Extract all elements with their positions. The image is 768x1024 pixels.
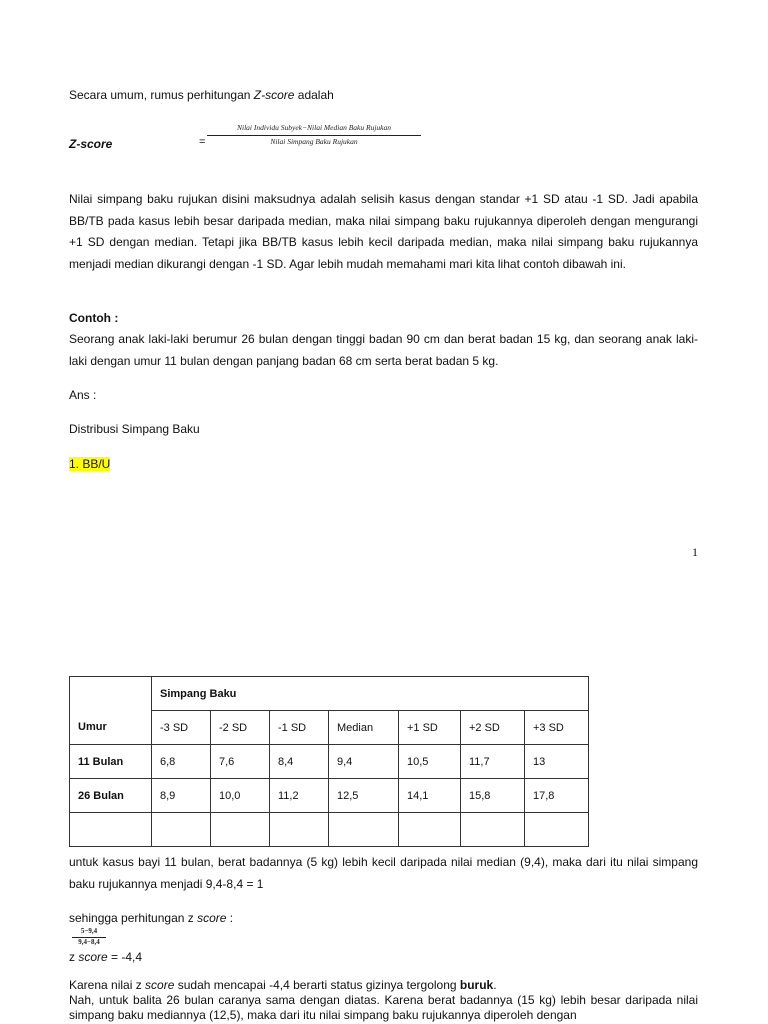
- formula-label: Z-score: [69, 137, 113, 151]
- table-group-header-row: [70, 677, 589, 711]
- calc-result-value: = -4,4: [107, 950, 143, 964]
- explanation-paragraph: Nilai simpang baku rujukan disini maksudnya adalah selisih kasus dengan standar +1 SD atau -1 SD. Jadi apabila BB/TB pada kasus lebih besar daripada median, maka nilai simpang baku rujukannya diperoleh dengan mengurangi +1 SD dengan median. Tetapi jika BB/TB kasus lebih kecil daripada median, maka nilai simpang baku rujukannya menjadi median dikurangi dengan -1 SD. Agar lebih mudah memahami mari kita lihat contoh dibawah ini.: [69, 192, 698, 271]
- table-cell: [461, 813, 525, 847]
- example-paragraph: Seorang anak laki-laki berumur 26 bulan dengan tinggi badan 90 cm dan berat badan 15 kg, dan seorang anak laki-laki dengan umur 11 bulan dengan panjang badan 68 cm serta berat badan 5 kg.: [69, 332, 698, 368]
- intro-text: Secara umum, rumus perhitungan: [69, 88, 254, 102]
- table-column-header: +3 SD: [525, 711, 589, 745]
- calc-numerator: 5−9,4: [80, 927, 98, 935]
- table-cell: [211, 813, 270, 847]
- calc-intro: [69, 911, 233, 925]
- table-cell: 10,0: [211, 779, 270, 813]
- ans-label: Ans :: [69, 388, 97, 402]
- table-row: [70, 779, 589, 813]
- calc-intro-text: sehingga perhitungan z: [69, 911, 198, 925]
- table-cell: [525, 813, 589, 847]
- example-heading: Contoh :: [69, 311, 119, 325]
- table-row-header: Umur: [70, 711, 152, 745]
- conclusion-line: [69, 978, 497, 992]
- table-column-header: -2 SD: [211, 711, 270, 745]
- section-bbu-label: 1. BB/U: [69, 457, 111, 471]
- table-cell: 15,8: [461, 779, 525, 813]
- intro-zscore-term: Z-score: [253, 88, 295, 102]
- table-row-label: 11 Bulan: [70, 745, 152, 779]
- table-cell: 10,5: [399, 745, 461, 779]
- calc-result-text: z: [69, 950, 79, 964]
- table-empty-row: [70, 813, 589, 847]
- table-cell: [329, 813, 399, 847]
- table-cell: [399, 813, 461, 847]
- table-cell: 12,5: [329, 779, 399, 813]
- formula-numerator: Nilai Individu Subyek−Nilai Median Baku Rujukan: [237, 123, 391, 132]
- conclusion-score: score: [145, 978, 175, 992]
- page-number: 1: [692, 545, 698, 559]
- table-row: [70, 745, 589, 779]
- conclusion-text-mid: sudah mencapai -4,4 berarti status gizinya tergolong: [174, 978, 460, 992]
- calc-result: [69, 950, 142, 964]
- conclusion-text: Karena nilai z: [69, 978, 146, 992]
- table-row-label: 26 Bulan: [70, 779, 152, 813]
- table-column-header: +1 SD: [399, 711, 461, 745]
- formula-fraction-bar: [207, 135, 421, 136]
- section-bbu-heading: [69, 457, 110, 471]
- table-column-header: -3 SD: [152, 711, 211, 745]
- table-cell: 11,2: [270, 779, 329, 813]
- calc-result-score: score: [78, 950, 108, 964]
- table-cell: [70, 813, 152, 847]
- table-cell: 17,8: [525, 779, 589, 813]
- calc-intro-end: :: [226, 911, 234, 925]
- table-cell: 8,4: [270, 745, 329, 779]
- table-cell: [152, 813, 211, 847]
- table-column-header-row: [70, 711, 589, 745]
- table-cell: 8,9: [152, 779, 211, 813]
- simpang-baku-table: [69, 676, 589, 847]
- case-26-paragraph: Nah, untuk balita 26 bulan caranya sama dengan diatas. Karena berat badannya (15 kg) lebih besar daripada nilai simpang baku mediannya (12,5), maka dari itu nilai simpang baku rujukannya diperoleh dengan: [69, 993, 698, 1022]
- table-cell: 6,8: [152, 745, 211, 779]
- distribusi-heading: Distribusi Simpang Baku: [69, 422, 200, 436]
- table-cell: 7,6: [211, 745, 270, 779]
- intro-line: [69, 88, 334, 102]
- table-cell: 14,1: [399, 779, 461, 813]
- table-cell: 11,7: [461, 745, 525, 779]
- table-column-header: +2 SD: [461, 711, 525, 745]
- table-cell: [270, 813, 329, 847]
- table-group-header: Simpang Baku: [152, 677, 589, 711]
- table-cell: 9,4: [329, 745, 399, 779]
- conclusion-status: buruk: [459, 978, 494, 992]
- table-corner-cell: [70, 677, 152, 711]
- table-column-header: -1 SD: [270, 711, 329, 745]
- table-column-header: Median: [329, 711, 399, 745]
- calc-denominator: 9,4−8,4: [78, 938, 100, 946]
- calc-intro-score: score: [197, 911, 227, 925]
- formula-denominator: Nilai Simpang Baku Rujukan: [270, 137, 358, 146]
- intro-text-end: adalah: [294, 88, 334, 102]
- conclusion-end: .: [493, 978, 497, 992]
- case-11-paragraph: untuk kasus bayi 11 bulan, berat badannya (5 kg) lebih kecil daripada nilai median (9,4), maka dari itu nilai simpang baku rujukannya menjadi 9,4-8,4 = 1: [69, 855, 698, 891]
- table-cell: 13: [525, 745, 589, 779]
- formula-equals: =: [199, 136, 206, 148]
